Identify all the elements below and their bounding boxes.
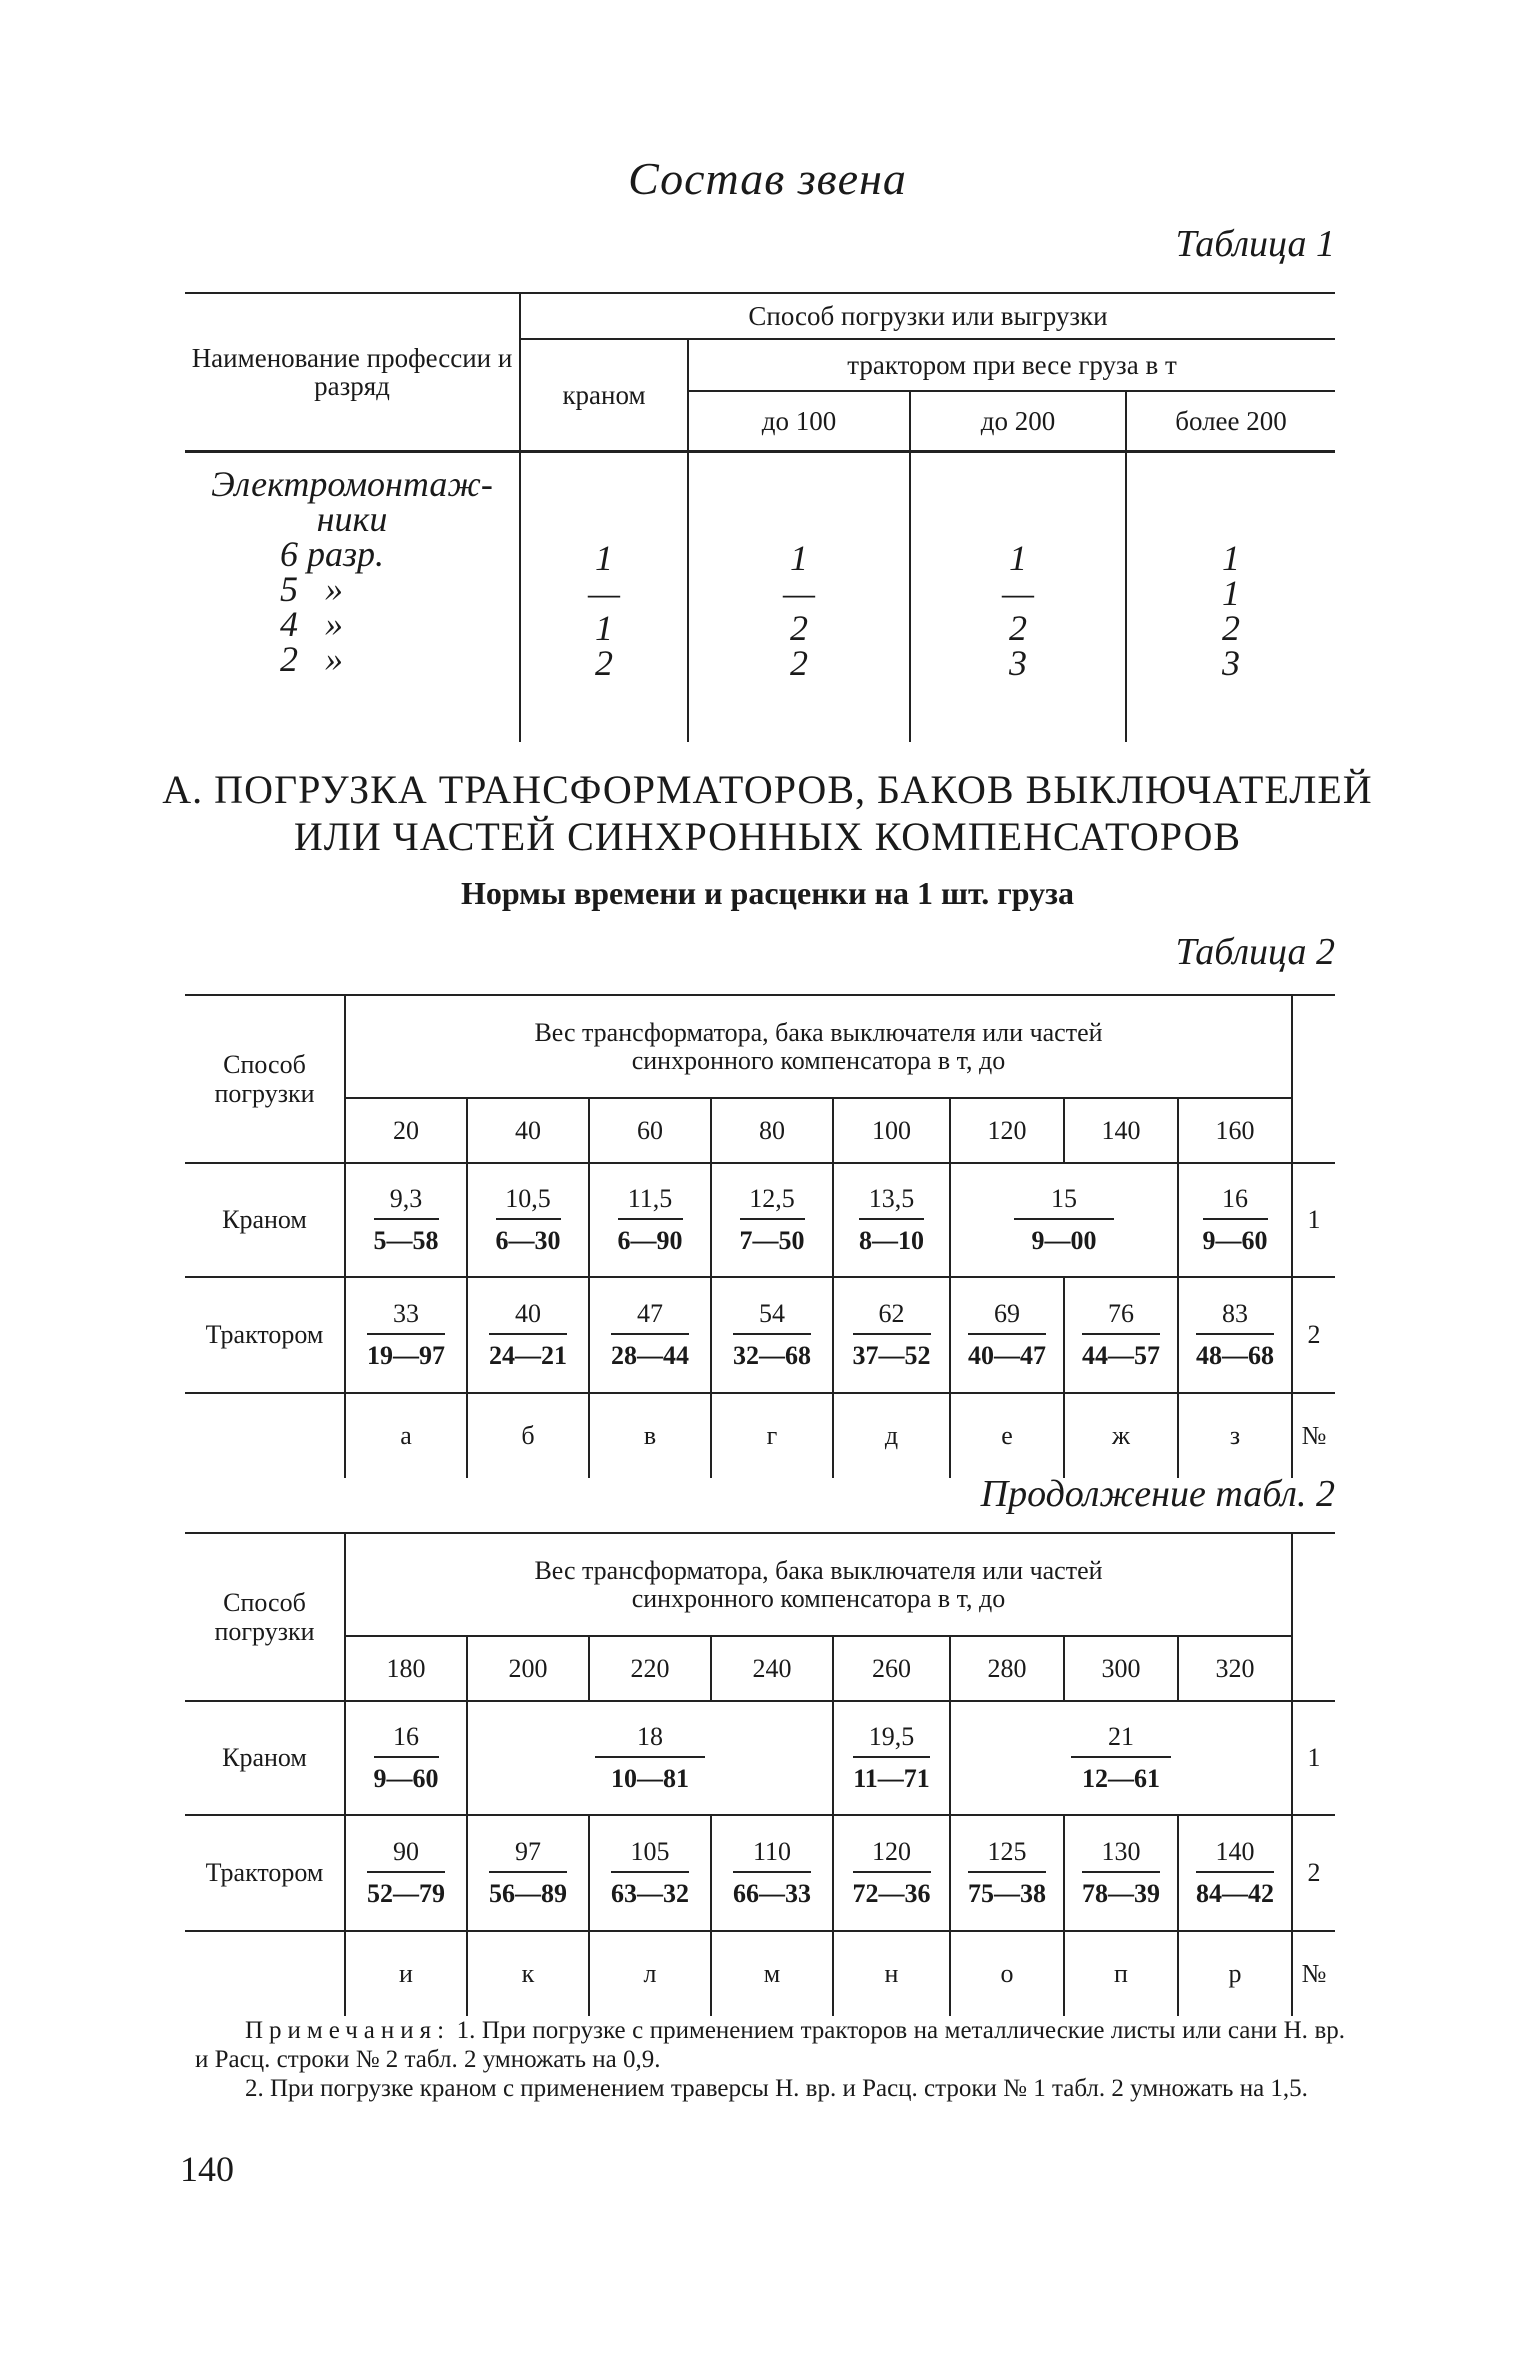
column-letter: д [833, 1393, 950, 1478]
weight-col: 280 [950, 1636, 1064, 1701]
time-norm: 33 [367, 1299, 445, 1335]
rate: 24—21 [489, 1341, 567, 1370]
time-norm: 16 [1203, 1184, 1268, 1220]
time-norm: 18 [595, 1722, 705, 1758]
weight-col: 60 [589, 1098, 711, 1163]
column-letter: п [1064, 1931, 1178, 2016]
rate: 66—33 [733, 1879, 811, 1908]
time-norm: 16 [374, 1722, 439, 1758]
grade-6: 6 разр. [280, 534, 385, 574]
rate: 44—57 [1082, 1341, 1160, 1370]
grade-4: 4 » [280, 604, 343, 644]
rate: 48—68 [1196, 1341, 1274, 1370]
tractor-cell [950, 1815, 1064, 1931]
crane-cell [467, 1163, 589, 1277]
notes-prefix: Примечания: [245, 2017, 451, 2044]
tractor-cell [467, 1815, 589, 1931]
header-over-200: более 200 [1126, 391, 1335, 452]
time-norm: 120 [853, 1837, 931, 1873]
row-no: 2 [1292, 1815, 1335, 1931]
section-heading [0, 766, 1535, 860]
time-norm: 140 [1196, 1837, 1274, 1873]
rate: 9—60 [373, 1764, 439, 1793]
time-norm: 10,5 [496, 1184, 561, 1220]
profession-name: Электромонтаж- ники [211, 464, 493, 539]
time-norm: 11,5 [618, 1184, 683, 1220]
value: 2 [790, 608, 808, 648]
weight-col: 100 [833, 1098, 950, 1163]
profession-cell [185, 452, 520, 743]
crane-cell [345, 1163, 467, 1277]
column-letter: н [833, 1931, 950, 2016]
crane-cell [1178, 1163, 1292, 1277]
notes [195, 2016, 1345, 2103]
rate: 37—52 [852, 1341, 931, 1370]
tractor-200-values [910, 452, 1126, 743]
rate: 75—38 [968, 1879, 1046, 1908]
time-norm: 110 [733, 1837, 811, 1873]
value: 2 [1009, 608, 1027, 648]
time-norm: 15 [1014, 1184, 1114, 1220]
weight-header [345, 1533, 1292, 1636]
value: 1 [1222, 573, 1240, 613]
weight-col: 240 [711, 1636, 833, 1701]
rate: 40—47 [968, 1341, 1046, 1370]
composition-table [185, 292, 1335, 742]
tractor-cell [345, 1815, 467, 1931]
time-norm: 12,5 [740, 1184, 805, 1220]
value: 2 [1222, 608, 1240, 648]
row-no: 1 [1292, 1701, 1335, 1815]
header-up-to-100: до 100 [688, 391, 910, 452]
time-norm: 83 [1196, 1299, 1274, 1335]
crane-cell [589, 1163, 711, 1277]
tractor-cell [711, 1815, 833, 1931]
tractor-cell [950, 1277, 1064, 1393]
note-2: 2. При погрузке краном с применением траверсы Н. вр. и Расц. строки № 1 табл. 2 умножать на 1,5. [245, 2075, 1308, 2102]
tractor-cell [467, 1277, 589, 1393]
tractor-cell [589, 1277, 711, 1393]
column-letter: в [589, 1393, 711, 1478]
column-letter: а [345, 1393, 467, 1478]
crane-header: краном [520, 339, 688, 452]
time-norm: 40 [489, 1299, 567, 1335]
rate: 10—81 [611, 1764, 689, 1793]
weight-col: 80 [711, 1098, 833, 1163]
rate: 52—79 [367, 1879, 445, 1908]
empty-cell [185, 1393, 345, 1478]
time-norm: 13,5 [859, 1184, 924, 1220]
crane-cell [833, 1701, 950, 1815]
empty-cell [185, 1931, 345, 2016]
row-no-header [1292, 995, 1335, 1163]
profession-header: Наименование профессии и разряд [185, 293, 520, 452]
weight-col: 160 [1178, 1098, 1292, 1163]
tractor-cell [833, 1277, 950, 1393]
value: 1 [1222, 538, 1240, 578]
weight-header-line1: Вес трансформатора, бака выключателя или частей [534, 1017, 1103, 1047]
time-norm: 130 [1082, 1837, 1160, 1873]
column-letter: р [1178, 1931, 1292, 2016]
time-norm: 9,3 [374, 1184, 439, 1220]
table2b-label: Продолжение табл. 2 [980, 1473, 1335, 1515]
column-letter: и [345, 1931, 467, 2016]
table1-label: Таблица 1 [1175, 223, 1335, 265]
tractor-cell [1178, 1815, 1292, 1931]
value: 2 [595, 643, 613, 683]
column-letter: б [467, 1393, 589, 1478]
weight-col: 300 [1064, 1636, 1178, 1701]
tractor-cell [833, 1815, 950, 1931]
rate: 9—60 [1202, 1226, 1268, 1255]
rate: 12—61 [1082, 1764, 1160, 1793]
time-norm: 125 [968, 1837, 1046, 1873]
rate: 5—58 [373, 1226, 439, 1255]
section-heading-line2: ИЛИ ЧАСТЕЙ СИНХРОННЫХ КОМПЕНСАТОРОВ [293, 814, 1242, 859]
time-norm: 90 [367, 1837, 445, 1873]
rate: 28—44 [611, 1341, 689, 1370]
value: 1 [595, 608, 613, 648]
tractor-over-200-values [1126, 452, 1335, 743]
rate: 84—42 [1196, 1879, 1274, 1908]
tractor-label: Трактором [185, 1815, 345, 1931]
tractor-header: трактором при весе груза в т [688, 339, 1335, 391]
weight-col: 120 [950, 1098, 1064, 1163]
time-norm: 47 [611, 1299, 689, 1335]
rate: 56—89 [489, 1879, 567, 1908]
value: 3 [1222, 643, 1240, 683]
value: 1 [595, 538, 613, 578]
time-norm: 97 [489, 1837, 567, 1873]
value: — [587, 573, 620, 613]
page-number: 140 [180, 2149, 234, 2189]
column-letter: м [711, 1931, 833, 2016]
tractor-cell [589, 1815, 711, 1931]
tractor-label: Трактором [185, 1277, 345, 1393]
time-norm: 62 [853, 1299, 931, 1335]
value: 2 [790, 643, 808, 683]
column-letter: г [711, 1393, 833, 1478]
rate: 8—10 [859, 1226, 924, 1255]
crane-cell [950, 1701, 1292, 1815]
method-header: Способ погрузки или выгрузки [520, 293, 1335, 339]
column-letter: ж [1064, 1393, 1178, 1478]
weight-header [345, 995, 1292, 1098]
rate: 19—97 [367, 1341, 445, 1370]
weight-col: 140 [1064, 1098, 1178, 1163]
crane-values [520, 452, 688, 743]
method-header: Способ погрузки [185, 995, 345, 1163]
column-letter: е [950, 1393, 1064, 1478]
rate: 32—68 [733, 1341, 811, 1370]
row-no: 1 [1292, 1163, 1335, 1277]
section-subheading: Нормы времени и расценки на 1 шт. груза [460, 875, 1075, 911]
method-header: Способ погрузки [185, 1533, 345, 1701]
rate: 63—32 [611, 1879, 689, 1908]
rate: 11—71 [853, 1764, 930, 1793]
time-norm: 19,5 [853, 1722, 930, 1758]
value: — [782, 573, 815, 613]
value: 1 [790, 538, 808, 578]
value: — [1001, 573, 1034, 613]
note-1: 1. При погрузке с применением тракторов на металлические листы или сани Н. вр. и Расц. строки № 2 табл. 2 умножать на 0,9. [195, 2017, 1345, 2073]
crane-cell [345, 1701, 467, 1815]
crane-cell [467, 1701, 833, 1815]
crane-cell [711, 1163, 833, 1277]
grade-2: 2 » [280, 639, 343, 679]
tractor-100-values [688, 452, 910, 743]
time-norm: 76 [1082, 1299, 1160, 1335]
column-letter: л [589, 1931, 711, 2016]
weight-col: 40 [467, 1098, 589, 1163]
tractor-cell [345, 1277, 467, 1393]
composition-title: Состав звена [628, 153, 907, 204]
crane-cell [833, 1163, 950, 1277]
no-label: № [1292, 1393, 1335, 1478]
time-norm: 105 [611, 1837, 689, 1873]
time-norm: 54 [733, 1299, 811, 1335]
no-label: № [1292, 1931, 1335, 2016]
crane-cell [950, 1163, 1178, 1277]
rate: 6—30 [495, 1226, 561, 1255]
weight-col: 180 [345, 1636, 467, 1701]
rate: 6—90 [617, 1226, 683, 1255]
table2-label: Таблица 2 [1175, 931, 1335, 973]
weight-col: 320 [1178, 1636, 1292, 1701]
norms-table-continued [185, 1532, 1335, 2016]
column-letter: з [1178, 1393, 1292, 1478]
weight-col: 220 [589, 1636, 711, 1701]
weight-header-line2: синхронного компенсатора в т, до [631, 1045, 1006, 1075]
rate: 9—00 [1031, 1226, 1097, 1255]
tractor-cell [1064, 1815, 1178, 1931]
value: 1 [1009, 538, 1027, 578]
rate: 7—50 [739, 1226, 805, 1255]
time-norm: 21 [1071, 1722, 1171, 1758]
weight-header-line1: Вес трансформатора, бака выключателя или частей [534, 1555, 1103, 1585]
weight-col: 20 [345, 1098, 467, 1163]
weight-col: 200 [467, 1636, 589, 1701]
crane-label: Краном [185, 1701, 345, 1815]
column-letter: о [950, 1931, 1064, 2016]
weight-header-line2: синхронного компенсатора в т, до [631, 1583, 1006, 1613]
tractor-cell [1178, 1277, 1292, 1393]
section-heading-line1: А. ПОГРУЗКА ТРАНСФОРМАТОРОВ, БАКОВ ВЫКЛЮЧАТЕЛЕЙ [162, 767, 1373, 812]
grade-5: 5 » [280, 569, 343, 609]
value: 3 [1009, 643, 1027, 683]
rate: 78—39 [1082, 1879, 1160, 1908]
norms-table [185, 994, 1335, 1478]
time-norm: 69 [968, 1299, 1046, 1335]
weight-col: 260 [833, 1636, 950, 1701]
column-letter: к [467, 1931, 589, 2016]
row-no: 2 [1292, 1277, 1335, 1393]
crane-label: Краном [185, 1163, 345, 1277]
header-up-to-200: до 200 [910, 391, 1126, 452]
row-no-header [1292, 1533, 1335, 1701]
tractor-cell [711, 1277, 833, 1393]
tractor-cell [1064, 1277, 1178, 1393]
rate: 72—36 [852, 1879, 931, 1908]
